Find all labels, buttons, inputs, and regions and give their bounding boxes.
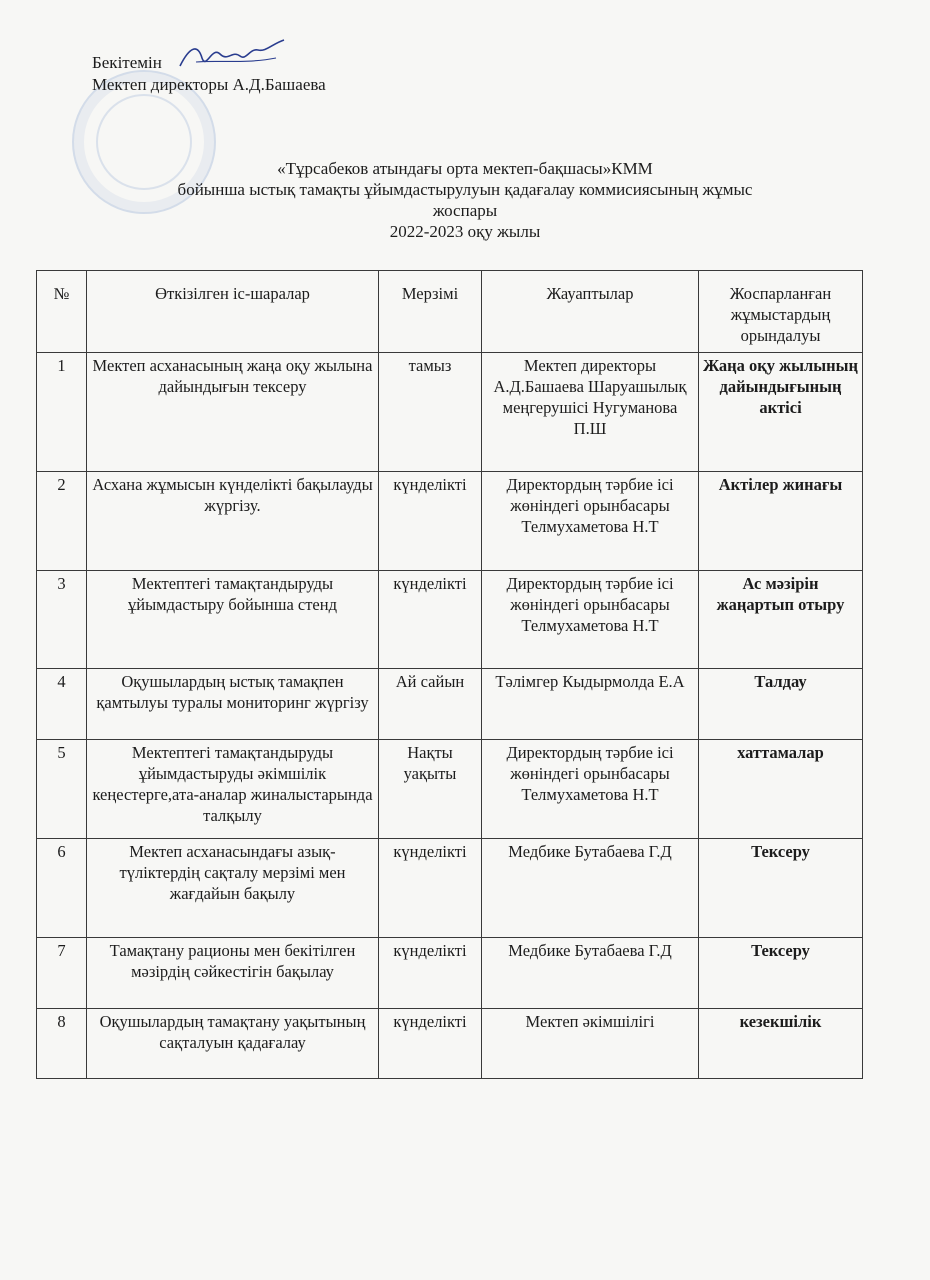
- row-result: Тексеру: [699, 839, 863, 938]
- row-term: Ай сайын: [379, 669, 482, 740]
- row-result: Жаңа оқу жылының дайындығының актісі: [699, 353, 863, 472]
- header-activity: Өткізілген іс-шаралар: [87, 271, 379, 353]
- title-line-4: 2022-2023 оқу жылы: [389, 222, 541, 241]
- row-activity: Асхана жұмысын күнделікті бақылауды жүргізу.: [87, 472, 379, 571]
- row-term: күнделікті: [379, 938, 482, 1009]
- row-responsible: Директордың тәрбие ісі жөніндегі орынбасары Телмухаметова Н.Т: [482, 571, 699, 669]
- row-number: 5: [37, 740, 87, 839]
- approval-block: [92, 52, 326, 96]
- row-responsible: Мектеп директоры А.Д.Башаева Шаруашылық меңгерушісі Нугуманова П.Ш: [482, 353, 699, 472]
- table-row: [37, 1009, 863, 1079]
- header-term: Мерзімі: [379, 271, 482, 353]
- row-responsible: Медбике Бутабаева Г.Д: [482, 839, 699, 938]
- row-number: 7: [37, 938, 87, 1009]
- table-row: [37, 669, 863, 740]
- row-activity: Мектеп асханасының жаңа оқу жылына дайындығын тексеру: [87, 353, 379, 472]
- row-responsible: Мектеп әкімшілігі: [482, 1009, 699, 1079]
- table-row: [37, 938, 863, 1009]
- title-line-3: жоспары: [432, 201, 498, 220]
- row-number: 8: [37, 1009, 87, 1079]
- row-number: 4: [37, 669, 87, 740]
- header-number: №: [37, 271, 87, 353]
- row-term: күнделікті: [379, 571, 482, 669]
- row-result: Ас мәзірін жаңартып отыру: [699, 571, 863, 669]
- row-responsible: Директордың тәрбие ісі жөніндегі орынбасары Телмухаметова Н.Т: [482, 740, 699, 839]
- approval-director: Мектеп директоры А.Д.Башаева: [92, 75, 326, 94]
- title-line-2: бойынша ыстық тамақты ұйымдастырулуын қадағалау коммисиясының жұмыс: [177, 180, 753, 199]
- table-row: [37, 353, 863, 472]
- row-activity: Мектеп асханасындағы азық-түліктердің сақталу мерзімі мен жағдайын бақылу: [87, 839, 379, 938]
- row-number: 6: [37, 839, 87, 938]
- approval-label: Бекітемін: [92, 53, 162, 72]
- row-activity: Мектептегі тамақтандыруды ұйымдастыруды әкімшілік кеңестерге,ата-аналар жиналыстарында талқылу: [87, 740, 379, 839]
- row-term: күнделікті: [379, 839, 482, 938]
- table-row: [37, 571, 863, 669]
- row-term: күнделікті: [379, 1009, 482, 1079]
- row-result: Тексеру: [699, 938, 863, 1009]
- row-activity: Оқушылардың тамақтану уақытының сақталуын қадағалау: [87, 1009, 379, 1079]
- row-number: 1: [37, 353, 87, 472]
- table-row: [37, 472, 863, 571]
- row-activity: Оқушылардың ыстық тамақпен қамтылуы туралы мониторинг жүргізу: [87, 669, 379, 740]
- header-responsible: Жауаптылар: [482, 271, 699, 353]
- row-responsible: Тәлімгер Кыдырмолда Е.А: [482, 669, 699, 740]
- document-title: [40, 158, 890, 242]
- row-result: хаттамалар: [699, 740, 863, 839]
- row-result: кезекшілік: [699, 1009, 863, 1079]
- row-activity: Мектептегі тамақтандыруды ұйымдастыру бойынша стенд: [87, 571, 379, 669]
- row-result: Актілер жинағы: [699, 472, 863, 571]
- row-number: 3: [37, 571, 87, 669]
- row-responsible: Директордың тәрбие ісі жөніндегі орынбасары Телмухаметова Н.Т: [482, 472, 699, 571]
- title-line-1: «Тұрсабеков атындағы орта мектеп-бақшасы»КММ: [277, 159, 653, 178]
- header-result: Жоспарланған жұмыстардың орындалуы: [699, 271, 863, 353]
- row-responsible: Медбике Бутабаева Г.Д: [482, 938, 699, 1009]
- table-header-row: [37, 271, 863, 353]
- row-number: 2: [37, 472, 87, 571]
- row-activity: Тамақтану рационы мен бекітілген мәзірдің сәйкестігін бақылау: [87, 938, 379, 1009]
- work-plan-table: [36, 270, 863, 1079]
- table-row: [37, 839, 863, 938]
- row-term: Нақты уақыты: [379, 740, 482, 839]
- row-term: тамыз: [379, 353, 482, 472]
- table-row: [37, 740, 863, 839]
- row-term: күнделікті: [379, 472, 482, 571]
- row-result: Талдау: [699, 669, 863, 740]
